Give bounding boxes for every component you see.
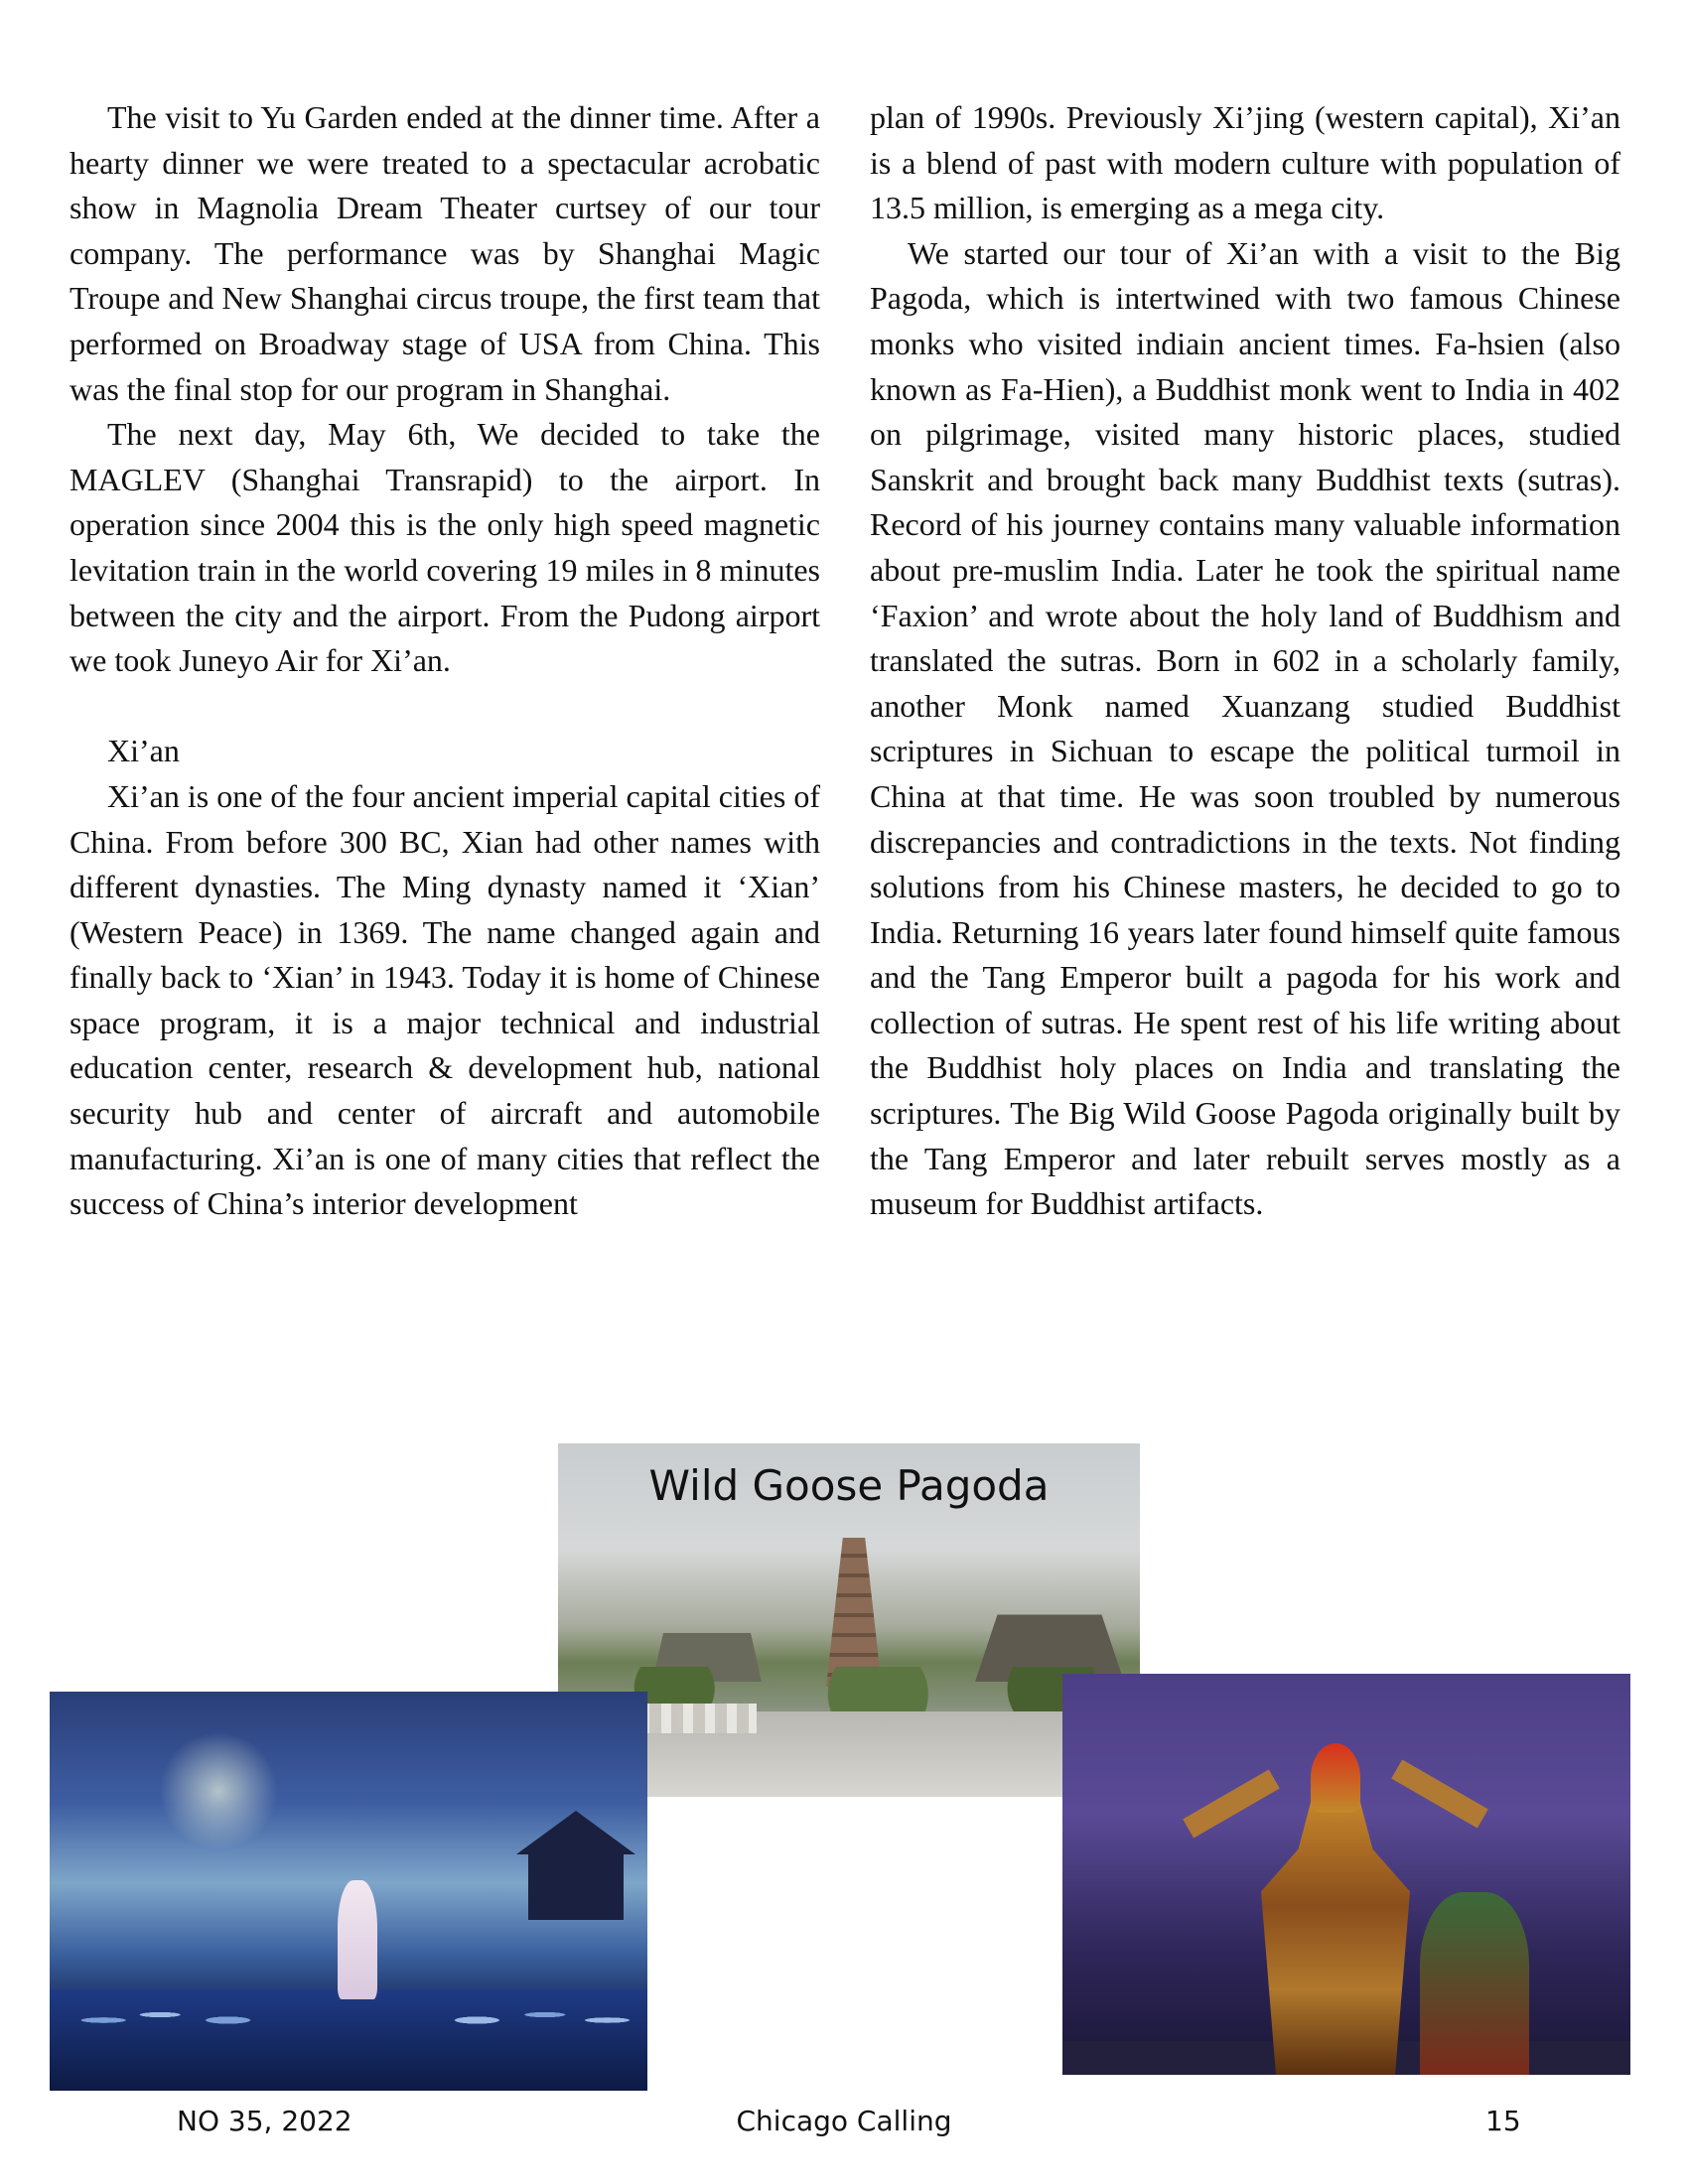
stage-palace-backdrop bbox=[516, 1811, 635, 1920]
lead-dancer bbox=[338, 1880, 377, 1999]
right-column bbox=[870, 95, 1620, 1227]
second-performer bbox=[1420, 1892, 1529, 2075]
paragraph-xian-continued: plan of 1990s. Previously Xi’jing (western capital), Xi’an is a blend of past with modern culture with population of 13.5 million, is emerging as a mega city. bbox=[870, 99, 1620, 226]
paragraph-xian-history: Xi’an is one of the four ancient imperial capital cities of China. From before 300 BC, Xian had other names with different dynasties. The Ming dynasty named it ‘Xian’ (Western Peace) in 1369. The name changed again and finally back to ‘Xian’ in 1943. Today it is home of Chinese space program, it is a major technical and industrial education center, research & development hub, national security hub and center of aircraft and automobile manufacturing. Xi’an is one of many cities that reflect the success of China’s interior development bbox=[70, 777, 820, 1222]
footer-publication-title: Chicago Calling bbox=[736, 2105, 952, 2137]
stage-moon bbox=[159, 1731, 278, 1850]
warrior-performer bbox=[1261, 1793, 1410, 2075]
warrior-performance-photo bbox=[1062, 1674, 1630, 2075]
paragraph-big-pagoda: We started our tour of Xi’an with a visit to the Big Pagoda, which is intertwined with two famous Chinese monks who visited indiain ancient times. Fa-hsien (also known as Fa-Hien), a Buddhist monk went to India in 402 on pilgrimage, visited many historic places, studied Sanskrit and brought back many Buddhist texts (sutras). Record of his journey contains many valuable information about pre-muslim India. Later he took the spiritual name ‘Faxion’ and wrote about the holy land of Buddhism and translated the sutras. Born in 602 in a scholarly family, another Monk named Xuanzang studied Buddhist scriptures in Sichuan to escape the political turmoil in China at that time. He was soon troubled by numerous discrepancies and contradictions in the texts. Not finding solutions from his Chinese masters, he decided to go to India. Returning 16 years later found himself quite famous and the Tang Emperor built a pagoda for his work and collection of sutras. He spent rest of his life writing about the Buddhist holy places on India and translating the scriptures. The Big Wild Goose Pagoda originally built by the Tang Emperor and later rebuilt serves mostly as a museum for Buddhist artifacts. bbox=[870, 234, 1620, 1222]
warrior-helmet bbox=[1311, 1743, 1360, 1813]
performer-arm-left bbox=[1183, 1769, 1280, 1838]
photo-caption: Wild Goose Pagoda bbox=[648, 1461, 1050, 1510]
dance-performance-photo bbox=[50, 1692, 647, 2091]
section-heading-xian: Xi’an bbox=[107, 733, 180, 769]
pagoda-tower bbox=[826, 1538, 882, 1687]
paragraph-yu-garden: The visit to Yu Garden ended at the dinner time. After a hearty dinner we were treated to a spectacular acrobatic show in Magnolia Dream Theater curtsey of our tour company. The performance was by Shanghai Magic Troupe and New Shanghai circus troupe, the first team that performed on Broadway stage of USA from China. This was the final stop for our program in Shanghai. bbox=[70, 99, 820, 407]
performer-arm-right bbox=[1391, 1759, 1488, 1828]
paragraph-spacer bbox=[70, 684, 820, 730]
footer-page-number: 15 bbox=[1485, 2105, 1521, 2137]
paragraph-maglev: The next day, May 6th, We decided to take the MAGLEV (Shanghai Transrapid) to the airport. In operation since 2004 this is the only high speed magnetic levitation train in the world covering 19 miles in 8 minutes between the city and the airport. From the Pudong airport we took Juneyo Air for Xi’an. bbox=[70, 416, 820, 679]
left-column bbox=[70, 95, 820, 1227]
footer-issue: NO 35, 2022 bbox=[177, 2105, 352, 2137]
